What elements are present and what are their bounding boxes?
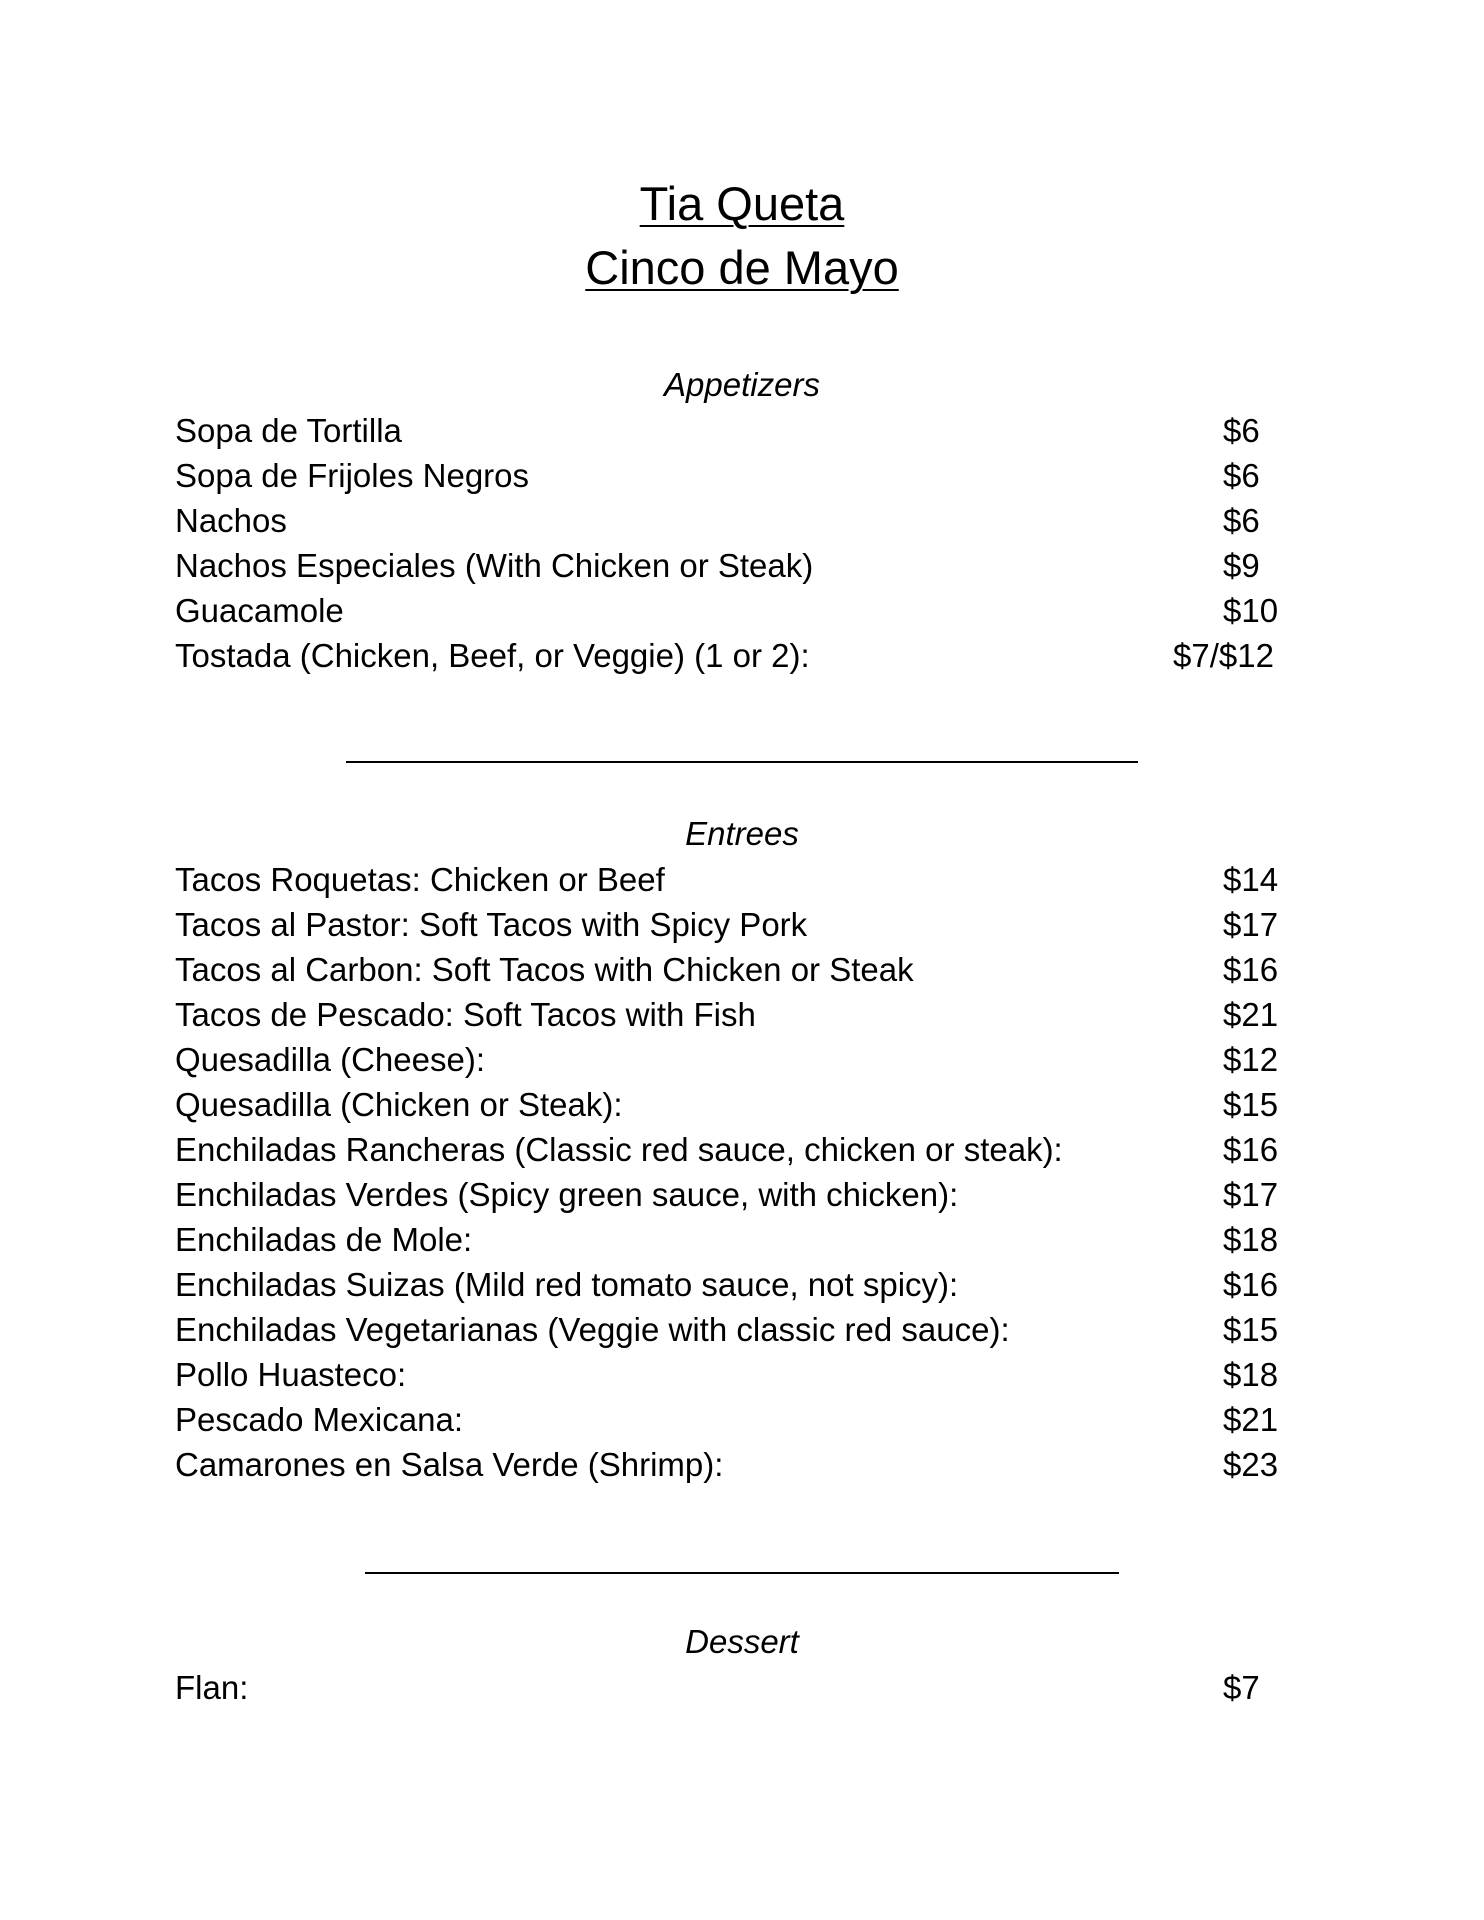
menu-item [175,1127,1280,1172]
item-name: Tostada (Chicken, Beef, or Veggie) (1 or 2): [175,637,810,674]
item-name: Tacos Roquetas: Chicken or Beef [175,861,665,898]
item-name: Tacos de Pescado: Soft Tacos with Fish [175,996,756,1033]
menu-item [175,1082,1280,1127]
menu-item [175,1037,1280,1082]
item-price: $21 [1223,1401,1279,1438]
appetizers-list [175,408,1280,678]
menu-item [175,1442,1280,1487]
menu-item [175,1665,1280,1710]
menu-item [175,857,1280,902]
item-price: $6 [1223,412,1260,449]
section-divider [365,1572,1119,1574]
item-name: Camarones en Salsa Verde (Shrimp): [175,1446,724,1483]
item-name: Guacamole [175,592,344,629]
menu-item [175,633,1280,678]
menu-item [175,498,1280,543]
item-name: Enchiladas de Mole: [175,1221,473,1258]
appetizers-heading: Appetizers [664,366,820,403]
item-price: $23 [1223,1446,1279,1483]
item-price: $7/$12 [1173,637,1274,674]
item-name: Enchiladas Vegetarianas (Veggie with classic red sauce): [175,1311,1010,1348]
item-price: $16 [1223,951,1279,988]
item-name: Enchiladas Rancheras (Classic red sauce, chicken or steak): [175,1131,1063,1168]
menu-item [175,453,1280,498]
item-name: Sopa de Tortilla [175,412,402,449]
menu-item [175,408,1280,453]
restaurant-name: Tia Queta [639,177,845,230]
menu-item [175,947,1280,992]
menu-item [175,588,1280,633]
item-price: $21 [1223,996,1279,1033]
menu-item [175,1352,1280,1397]
item-price: $17 [1223,1176,1279,1213]
menu-item [175,1307,1280,1352]
item-price: $16 [1223,1131,1279,1168]
section-divider [346,761,1138,763]
menu-item [175,1217,1280,1262]
event-title: Cinco de Mayo [585,241,899,294]
item-price: $18 [1223,1356,1279,1393]
menu-item [175,992,1280,1037]
item-price: $7 [1223,1669,1260,1706]
entrees-list [175,857,1280,1487]
entrees-heading: Entrees [685,815,799,852]
item-price: $15 [1223,1086,1279,1123]
item-name: Nachos Especiales (With Chicken or Steak) [175,547,814,584]
item-name: Pollo Huasteco: [175,1356,407,1393]
item-price: $12 [1223,1041,1279,1078]
item-name: Pescado Mexicana: [175,1401,463,1438]
item-name: Sopa de Frijoles Negros [175,457,530,494]
item-name: Quesadilla (Chicken or Steak): [175,1086,623,1123]
item-name: Nachos [175,502,287,539]
item-price: $6 [1223,457,1260,494]
item-price: $14 [1223,861,1279,898]
item-price: $10 [1223,592,1279,629]
menu-item [175,1397,1280,1442]
item-name: Quesadilla (Cheese): [175,1041,485,1078]
item-price: $6 [1223,502,1260,539]
menu-item [175,543,1280,588]
item-name: Enchiladas Suizas (Mild red tomato sauce, not spicy): [175,1266,959,1303]
dessert-list [175,1665,1280,1710]
item-price: $9 [1223,547,1260,584]
item-price: $18 [1223,1221,1279,1258]
dessert-heading: Dessert [685,1623,799,1660]
item-name: Flan: [175,1669,249,1706]
menu-item [175,902,1280,947]
item-price: $16 [1223,1266,1279,1303]
item-price: $15 [1223,1311,1279,1348]
item-price: $17 [1223,906,1279,943]
item-name: Tacos al Pastor: Soft Tacos with Spicy Pork [175,906,808,943]
item-name: Enchiladas Verdes (Spicy green sauce, with chicken): [175,1176,959,1213]
item-name: Tacos al Carbon: Soft Tacos with Chicken or Steak [175,951,914,988]
menu-item [175,1172,1280,1217]
menu-item [175,1262,1280,1307]
